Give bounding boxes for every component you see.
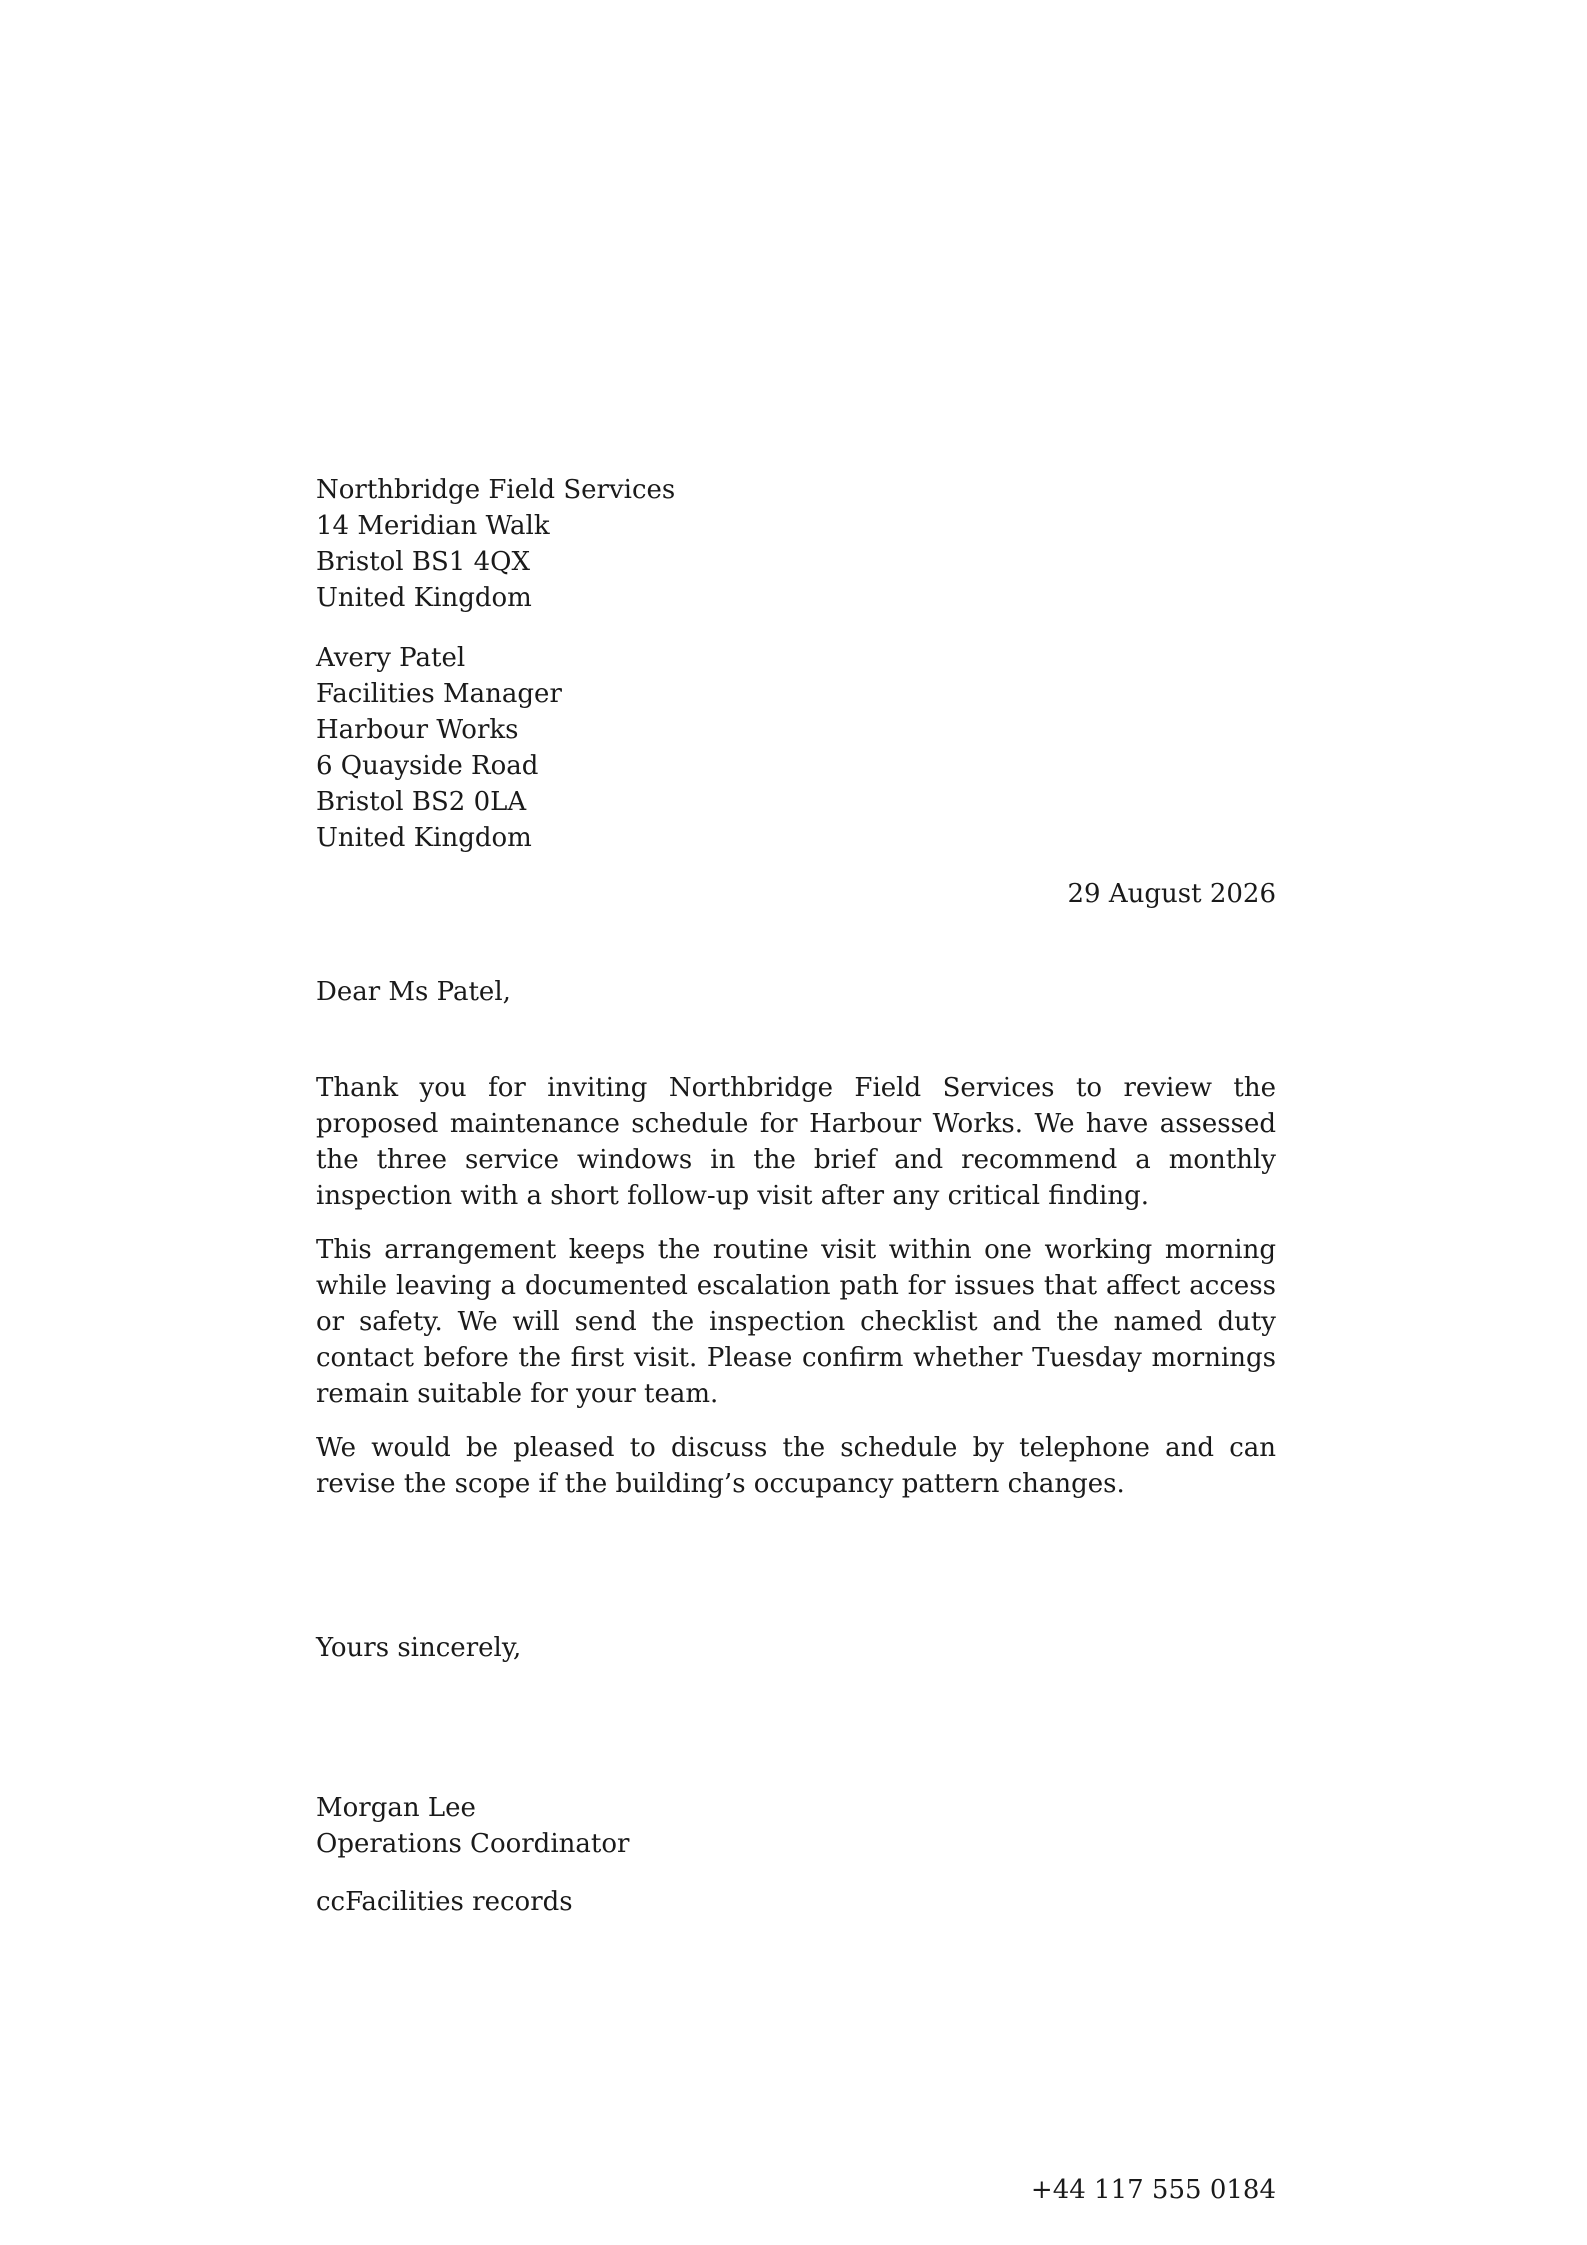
footer-phone: +44 117 555 0184 xyxy=(1030,2175,1276,2205)
recipient-city: Bristol BS2 0LA xyxy=(316,787,527,817)
letter-date: 29 August 2026 xyxy=(1067,879,1276,909)
recipient-address xyxy=(316,640,1276,856)
recipient-organization: Harbour Works xyxy=(316,715,519,745)
cc-line xyxy=(316,1884,1276,1920)
cc-label: cc xyxy=(316,1887,346,1917)
cc-recipients: Facilities records xyxy=(345,1887,573,1917)
body-paragraph: We would be pleased to discuss the schedule by telephone and can revise the scope if the building’s occupancy pattern changes. xyxy=(316,1433,1276,1499)
signatory-name: Morgan Lee xyxy=(316,1793,476,1823)
body-paragraph: This arrangement keeps the routine visit within one working morning while leaving a documented escalation path for issues that affect access or safety. We will send the inspection checklist and the named duty contact before the first visit. Please confirm whether Tuesday mornings remain suitable for your team. xyxy=(316,1235,1276,1409)
recipient-name: Avery Patel xyxy=(316,643,466,673)
signatory-title: Operations Coordinator xyxy=(316,1829,630,1859)
recipient-country: United Kingdom xyxy=(316,823,532,853)
recipient-title: Facilities Manager xyxy=(316,679,562,709)
closing: Yours sincerely, xyxy=(316,1633,522,1663)
signature-block xyxy=(316,1790,1276,1862)
letter-body xyxy=(316,1070,1276,1520)
sender-street: 14 Meridian Walk xyxy=(316,511,550,541)
sender-address xyxy=(316,472,1276,616)
recipient-street: 6 Quayside Road xyxy=(316,751,539,781)
body-paragraph: Thank you for inviting Northbridge Field Services to review the proposed maintenance schedule for Harbour Works. We have assessed the three service windows in the brief and recommend a monthly inspection with a short follow-up visit after any critical finding. xyxy=(316,1073,1276,1211)
sender-company: Northbridge Field Services xyxy=(316,475,676,505)
sender-country: United Kingdom xyxy=(316,583,532,613)
sender-city: Bristol BS1 4QX xyxy=(316,547,530,577)
salutation: Dear Ms Patel, xyxy=(316,977,511,1007)
